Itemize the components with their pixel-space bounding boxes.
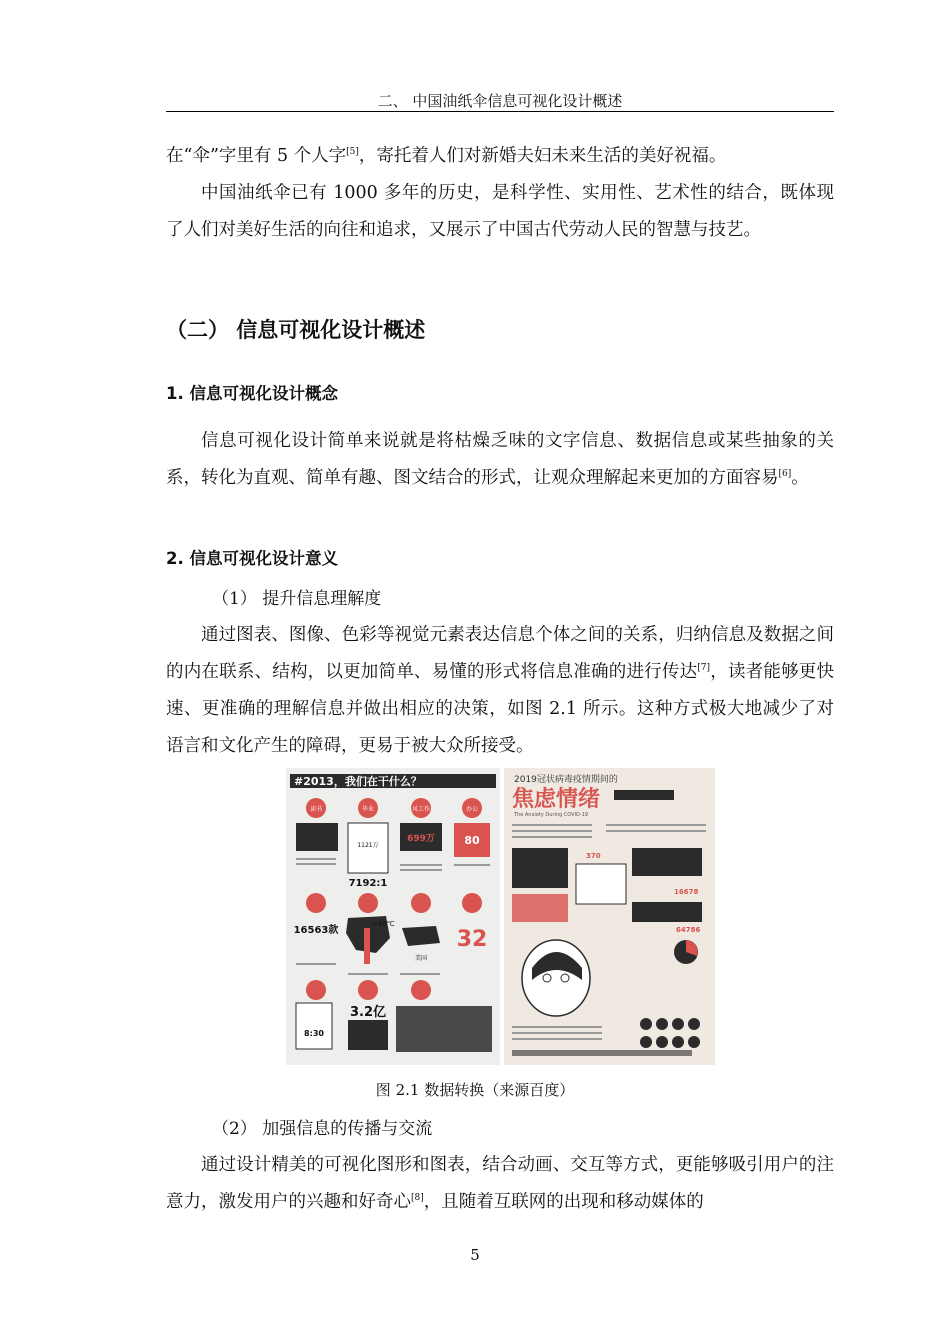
dot [640,1036,652,1048]
text-line [512,824,592,826]
dot [656,1036,668,1048]
text-line [400,869,442,871]
subitem-1: （1） 提升信息理解度 [212,589,382,609]
text-line [512,836,592,838]
subitem-2: （2） 加强信息的传播与交流 [212,1119,433,1139]
paragraph-3: 信息可视化设计简单来说就是将枯燥乏味的文字信息、数据信息或某些抽象的关系，转化为直观、简单有趣、图文结合的形式，让观众理解起来更加的方面容易[6]。 [166,431,834,488]
stat-value: 699万 [407,834,435,844]
plane-pictograms [396,1006,492,1052]
dot [688,1018,700,1030]
temp-label: >40℃ [372,920,395,928]
subheading-meaning: 2. 信息可视化设计意义 [166,549,338,568]
header-rule [166,111,834,112]
footer-strip [512,1050,692,1056]
paragraph-1: 在“伞”字里有 5 个人字[5]，寄托着人们对新婚夫妇未来生活的美好祝福。 [166,146,727,166]
icon-circle [306,980,326,1000]
text-line [512,1032,602,1034]
citation: [8] [411,1193,424,1203]
stat-value: 16563款 [293,925,339,936]
dot [672,1036,684,1048]
stat-value: 3.2亿 [349,1005,387,1020]
paragraph-2: 中国油纸伞已有 1000 多年的历史，是科学性、实用性、艺术性的结合，既体现了人们对美好生活的向往和追求，又展示了中国古代劳动人民的智慧与技艺。 [166,183,834,240]
text-line [296,963,336,965]
paragraph-5: 通过设计精美的可视化图形和图表，结合动画、交互等方式，更能够吸引用户的注意力，激发用户的兴趣和好奇心[8]，且随着互联网的出现和移动媒体的 [166,1155,834,1212]
map-label: 美国 [414,955,428,962]
figure-caption: 图 2.1 数据转换（来源百度） [375,1081,575,1099]
page-number: 5 [470,1246,480,1264]
text-line [512,830,592,832]
cell-label: 办公 [465,806,479,813]
running-header: 二、 中国油纸伞信息可视化设计概述 [377,92,623,110]
text-line [512,1026,602,1028]
citation: [7] [697,663,711,673]
citation: [5] [346,147,359,157]
right-title: 2019冠状病毒疫情期间的 [514,775,618,785]
stat-value: 1121万 [357,842,379,849]
stat-value: 7192:1 [348,878,388,889]
subheading-concept: 1. 信息可视化设计概念 [166,384,338,403]
left-title: #2013，我们在干什么？ [294,775,422,788]
stat-value: 32 [456,927,488,952]
clock-frame [296,1003,332,1049]
icon-circle [411,893,431,913]
section-heading: （二） 信息可视化设计概述 [166,318,426,342]
seesaw-illustration [614,790,674,800]
icon-circle [462,893,482,913]
dot [640,1018,652,1030]
citation: [6] [778,469,792,479]
pictogram-block [296,823,338,851]
thermometer [364,928,370,964]
text-line [296,858,336,860]
panel-dark [512,848,568,888]
icon-circle [411,980,431,1000]
panel-dark [632,848,702,876]
usa-map [402,926,440,946]
stat-value: 16678 [674,888,699,896]
text-line [606,824,706,826]
icon-circle [358,980,378,1000]
cell-label: 读书 [309,806,323,813]
panel-dark [632,902,702,922]
text-line [400,973,440,975]
dot [656,1018,668,1030]
text-line [400,864,442,866]
text-line [512,1038,602,1040]
icon-circle [306,893,326,913]
pictogram-block [348,1020,388,1050]
figure-infographics [286,768,715,1065]
right-big-title: 焦虑情绪 [512,787,601,812]
panel-light [576,864,626,904]
right-subtitle: The Anxiety During COVID-19 [514,812,589,818]
text-line [606,830,706,832]
stat-value: 80 [464,834,480,847]
dot [672,1018,684,1030]
cell-label: 毕业 [361,806,375,813]
dot [688,1036,700,1048]
clock-time: 8:30 [304,1029,324,1038]
stat-value: 64786 [676,926,701,934]
text-line [348,973,388,975]
icon-circle [358,893,378,913]
text-line [296,863,336,865]
stat-value: 370 [586,852,601,860]
paragraph-4: 通过图表、图像、色彩等视觉元素表达信息个体之间的关系，归纳信息及数据之间的内在联系、结构，以更加简单、易懂的形式将信息准确的进行传达[7]，读者能够更快速、更准确的理解信息并做出相应的决策，如图 2.1 所示。这种方式极大地减少了对语言和文化产生的障碍，更易于被大众所接受。 [166,625,835,756]
cell-label: 风工作 [411,806,431,813]
text-line [454,864,490,866]
panel-red [512,894,568,922]
